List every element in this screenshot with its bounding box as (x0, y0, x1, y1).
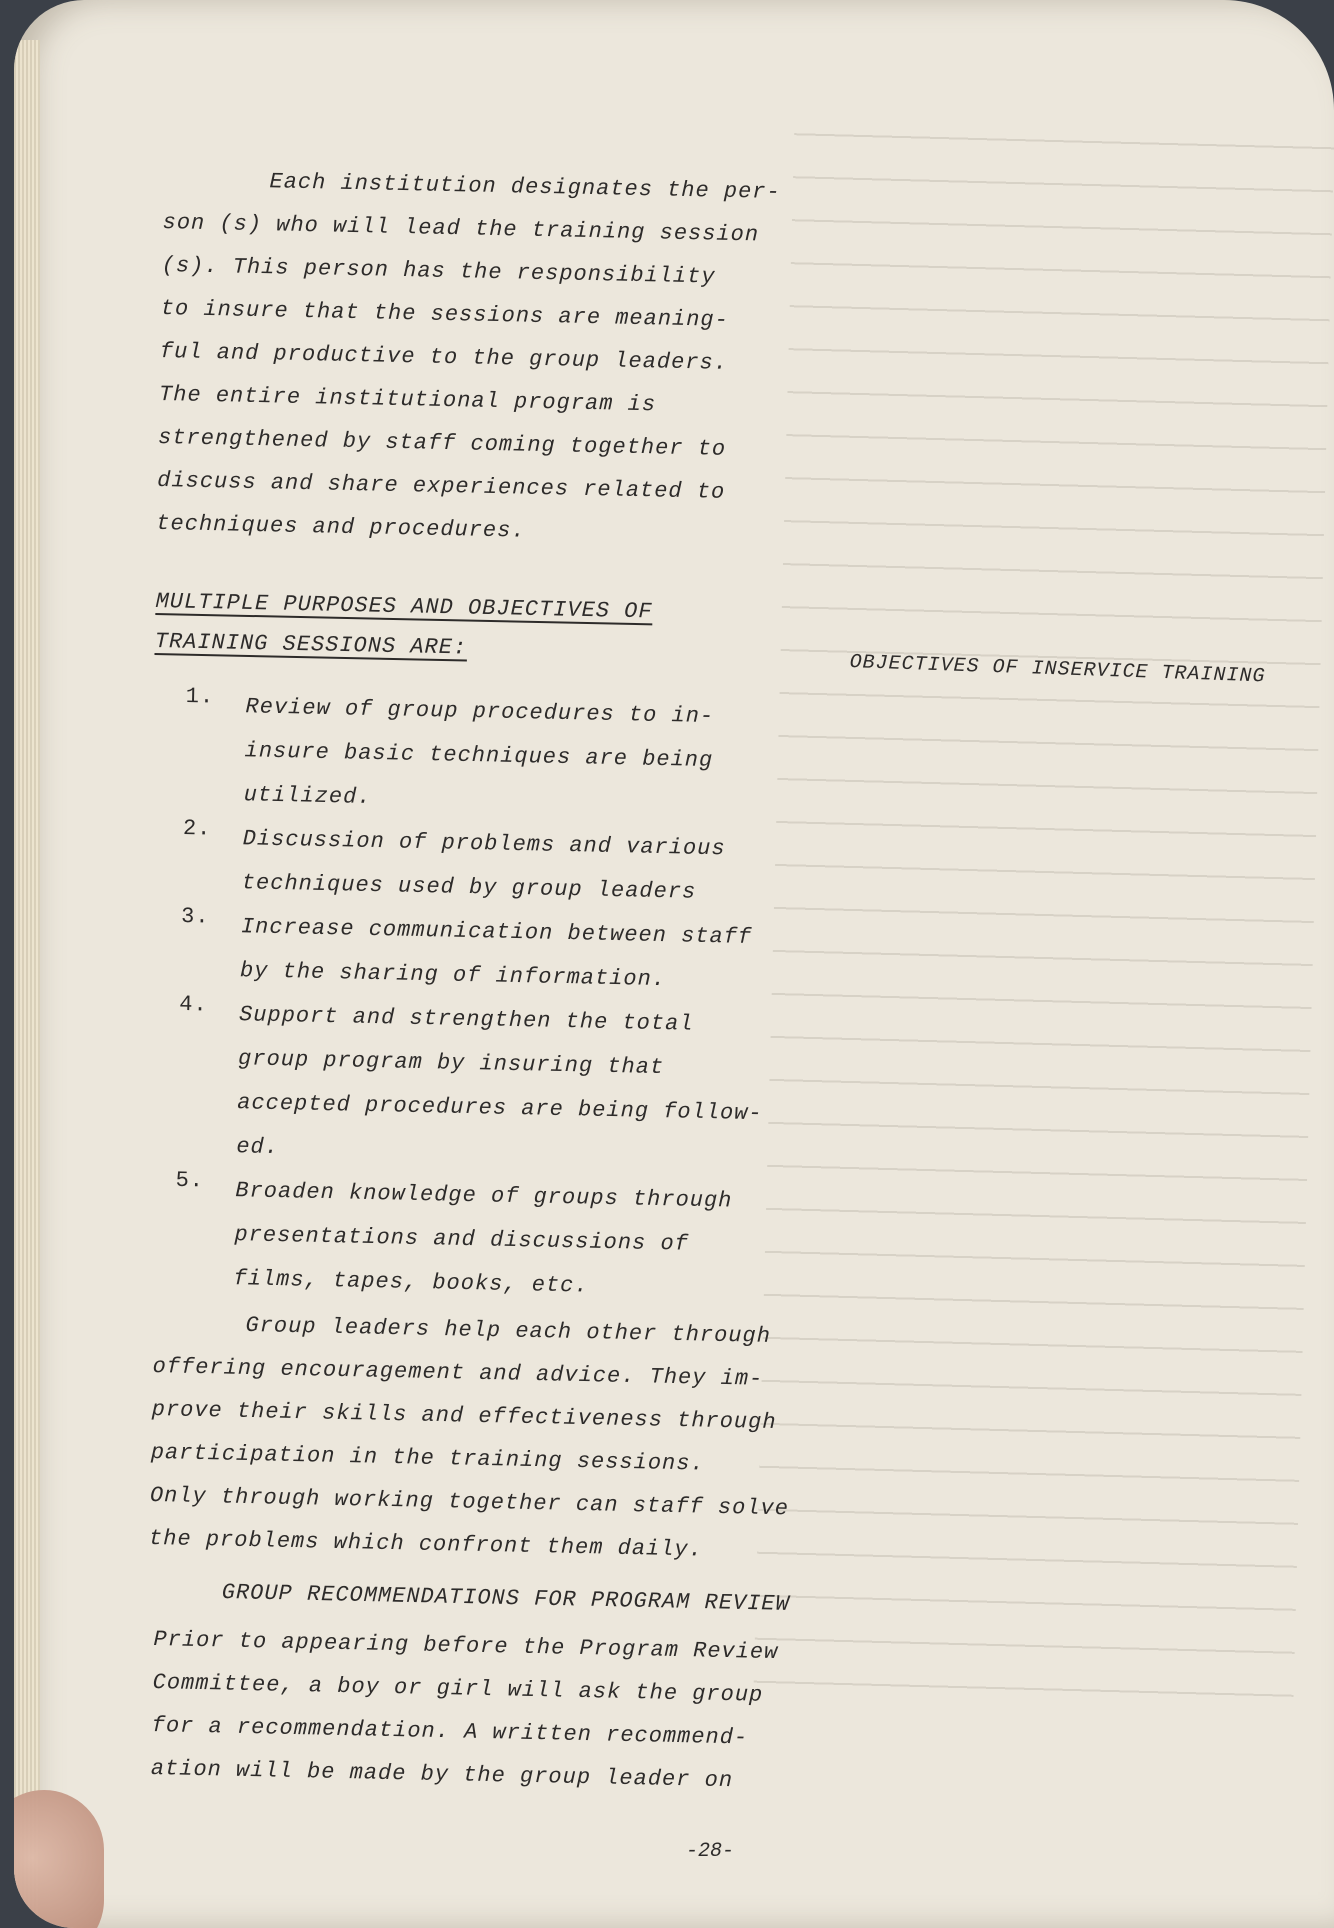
objective-line: techniques used by group leaders (241, 870, 697, 905)
objective-line: films, tapes, books, etc. (233, 1266, 589, 1299)
objective-item (176, 992, 765, 1180)
bleed-through-text (753, 103, 1334, 1717)
intro-line: The entire institutional program is (158, 381, 657, 418)
objective-line: Review of group procedures to in- (245, 694, 715, 730)
closing-line: offering encouragement and advice. They im- (152, 1353, 764, 1392)
intro-line: ful and productive to the group leaders. (159, 338, 729, 376)
objective-item (180, 904, 767, 1004)
intro-line: son (s) who will lead the training session (162, 209, 760, 248)
page-edge (14, 40, 40, 1928)
recommendation-line: Committee, a boy or girl will ask the group (152, 1669, 764, 1708)
objectives-heading (154, 582, 653, 672)
intro-paragraph (156, 158, 781, 558)
document-page (14, 0, 1334, 1928)
objective-line: Broaden knowledge of groups through (235, 1178, 733, 1214)
objective-line: Discussion of problems and various (242, 826, 726, 862)
recommendation-line: Prior to appearing before the Program Review (153, 1626, 779, 1666)
recommendations-heading: GROUP RECOMMENDATIONS FOR PROGRAM REVIEW (221, 1580, 790, 1617)
objective-line: ed. (236, 1134, 280, 1161)
intro-line: to insure that the sessions are meaning- (160, 295, 730, 333)
recommendation-line: ation will be made by the group leader on (150, 1755, 734, 1794)
objective-number: 4. (179, 991, 208, 1018)
objectives-heading-line: MULTIPLE PURPOSES AND OBJECTIVES OF (155, 588, 653, 625)
objective-line: Support and strengthen the total (238, 1002, 694, 1037)
objective-line: accepted procedures are being follow- (236, 1090, 763, 1127)
objective-number: 1. (185, 684, 215, 710)
objective-number: 2. (182, 815, 212, 842)
recommendation-line: for a recommendation. A written recommend- (151, 1712, 749, 1751)
closing-paragraph (149, 1302, 793, 1573)
objective-line: insure basic techniques are being (244, 738, 714, 774)
objective-line: Increase communication between staff (240, 914, 753, 950)
objectives-heading-line: TRAINING SESSIONS ARE: (154, 628, 468, 661)
objective-line: group program by insuring that (237, 1046, 665, 1081)
objective-item (183, 684, 771, 828)
objective-line: presentations and discussions of (234, 1222, 690, 1257)
recommendations-paragraph (150, 1618, 778, 1803)
objectives-list (173, 684, 771, 1312)
objective-number: 3. (180, 903, 210, 930)
closing-line: prove their skills and effectiveness through (151, 1396, 777, 1436)
intro-line: discuss and share experiences related to (156, 467, 726, 505)
closing-line: Only through working together can staff solve (149, 1482, 790, 1522)
intro-line: (s). This person has the responsibility (161, 252, 716, 290)
objective-item (173, 1168, 761, 1312)
objectives-side-note: OBJECTIVES OF INSERVICE TRAINING (849, 651, 1266, 689)
objectives-items (173, 684, 771, 1312)
objective-line: by the sharing of information. (239, 958, 667, 993)
thumb (14, 1790, 104, 1928)
closing-line: Group leaders help each other through (245, 1312, 772, 1349)
closing-line: participation in the training sessions. (150, 1439, 705, 1477)
intro-line: strengthened by staff coming together to (157, 424, 727, 462)
objective-item (181, 816, 768, 916)
intro-line: Each institution designates the per- (269, 169, 781, 205)
closing-line: the problems which confront them daily. (148, 1525, 704, 1563)
objective-line: utilized. (243, 782, 372, 810)
intro-line: techniques and procedures. (156, 510, 526, 544)
page-number: -28- (686, 1840, 735, 1863)
objective-number: 5. (175, 1167, 205, 1194)
